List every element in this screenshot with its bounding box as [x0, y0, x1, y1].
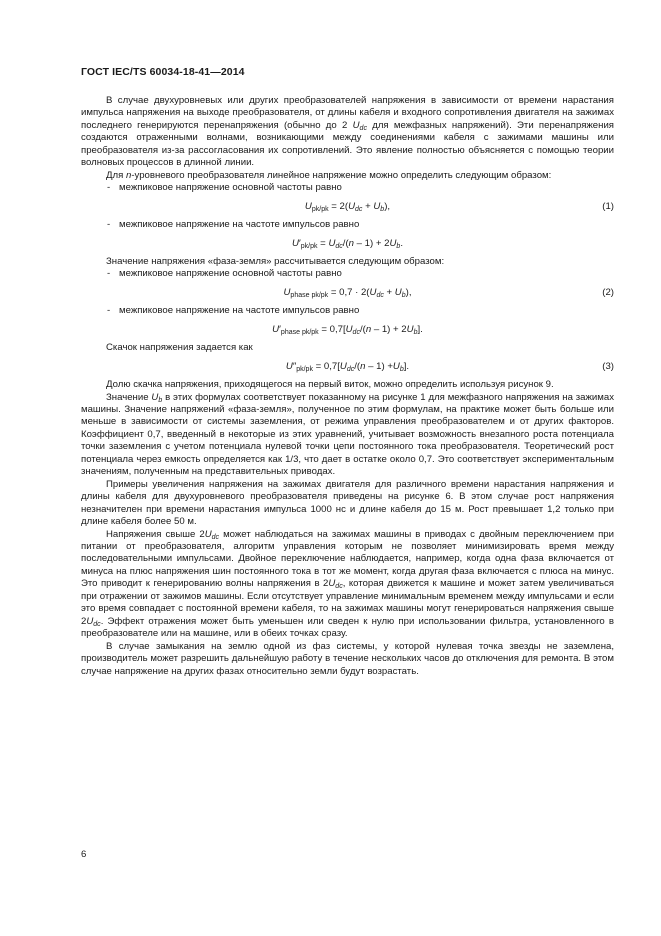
paragraph-double-switching: Напряжения свыше $2U_{dc}$ может наблюдаться на зажимах машины в приводах с двойным переключением при питании от преобразователя, алгоритм управления которым не позволяет минимизировать время между последовательными импульсами. Двойное переключение наблюдается, например, когда одна фаза включается от минуса на плюс напряжения шин постоянного тока в тот же момент, когда другая фаза включается с плюса на минус. Это приводит к генерированию волны напряжения в $2U_{dc}$, которая движется к машине и может затем увеличиваться при отражении от зажимов машины. Если отсутствует управление минимальным временем между импульсами и если это время совпадает с постоянной времени кабеля, то на зажимах машины могут генерироваться напряжения свыше $2U_{dc}$. Эффект отражения может быть уменьшен или сведен к нулю при использовании фильтра, установленного в преобразователе или на машине, или в обеих точках сразу. — [81, 528, 614, 640]
paragraph-ub-value: Значение $U_b$ в этих формулах соответствует показанному на рисунке 1 для межфазного напряжения на зажимах машины. Значение напряжений «фаза-земля», полученное по этим формулам, на практике может быть больше или меньше в зависимости от системы заземления, от режима управления преобразователем и от других факторов. Коэффициент 0,7, введенный в некоторые из этих уравнений, учитывает возможность внезапного роста потенциала точки заземления с учетом потенциала нулевой точки цепи постоянного тока преобразователя. Теоретический рост потенциала через емкость определяется как 1/3, что дает в остатке около 0,7. Это соответствует экспериментальным значениям, полученным на представительных приводах. — [81, 391, 614, 478]
page-number: 6 — [81, 849, 87, 860]
document-header: ГОСТ IEC/TS 60034-18-41—2014 — [81, 66, 245, 78]
formula-3 — [81, 287, 614, 299]
list-item: - межпиковое напряжение основной частоты равно — [81, 182, 614, 194]
paragraph-examples: Примеры увеличения напряжения на зажимах двигателя для различного времени нарастания напряжения и длины кабеля для двухуровневого преобразователя приведены на рисунке 6. В этом случае рост напряжения незначителен при времени нарастания импульса 1000 нс и длине кабеля до 15 м. Рост превышает 1,2 только при длине кабеля более 50 м. — [81, 478, 614, 528]
paragraph-first-turn: Долю скачка напряжения, приходящегося на первый виток, можно определить используя рисунок 9. — [106, 379, 554, 391]
formula-expression: $U_{pk/pk} = 2(U_{dc} + U_b)$, — [304, 200, 391, 213]
formula-5 — [81, 361, 614, 373]
formula-4 — [81, 324, 614, 336]
paragraph-earth-fault: В случае замыкания на землю одной из фаз системы, у которой нулевая точка звезды не заземлена, производитель может разрешить дальнейшую работу в течение нескольких часов до отключения для ремонта. В этом случае напряжение на других фазах относительно земли будут возрастать. — [81, 640, 614, 677]
list-item: - межпиковое напряжение на частоте импульсов равно — [81, 305, 614, 317]
list-item: - межпиковое напряжение основной частоты равно — [81, 268, 614, 280]
paragraph-voltage-jump: Скачок напряжения задается как — [106, 342, 253, 354]
formula-expression: $U''_{pk/pk} = 0,7[U_{dc}/(n - 1) +U_b]$. — [285, 360, 410, 373]
formula-2 — [81, 238, 614, 250]
list-item: - межпиковое напряжение на частоте импульсов равно — [81, 219, 614, 231]
formula-expression: $U_{phase pk/pk} = 0,7 \cdot 2(U_{dc} + U_b)$, — [283, 286, 412, 299]
paragraph-overvoltage: В случае двухуровневых или других преобразователей напряжения в зависимости от времени нарастания импульса напряжения на выходе преобразователя, от длины кабеля и входного сопротивления двигателя на зажимах последнего генерируются перенапряжения (обычно до 2 $U_{dc}$ для межфазных напряжений). Эти перенапряжения создаются отраженными волнами, возникающими между соединениями кабеля с зажимами машины или преобразователя из-за рассогласования их сопротивлений. Это явление полностью объясняется с помощью теории волновых процессов в длинной линии. — [81, 95, 614, 169]
formula-number: (1) — [602, 200, 614, 212]
formula-1 — [81, 201, 614, 213]
formula-expression: $U'_{phase pk/pk} = 0,7[U_{dc}/(n - 1) + 2U_b]$. — [272, 323, 423, 336]
formula-number: (3) — [602, 360, 614, 372]
formula-number: (2) — [602, 286, 614, 298]
document-body — [81, 95, 614, 678]
paragraph-phase-earth: Значение напряжения «фаза-земля» рассчитывается следующим образом: — [106, 255, 445, 267]
formula-expression: $U'_{pk/pk} = U_{dc}/(n - 1) + 2U_b$. — [292, 237, 403, 250]
paragraph-n-level: Для n-уровневого преобразователя линейное напряжение можно определить следующим образом: — [106, 169, 552, 181]
